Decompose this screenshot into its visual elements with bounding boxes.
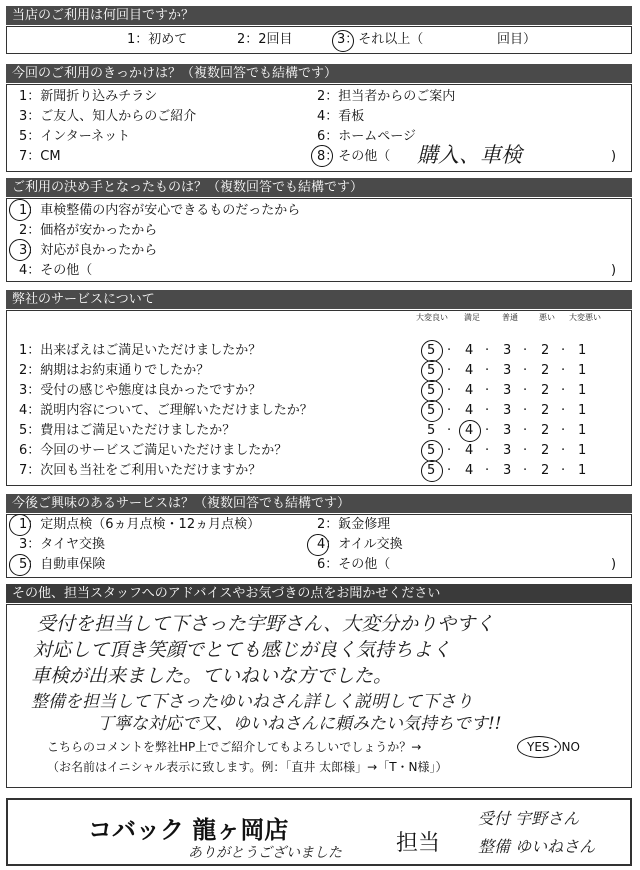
q2-box xyxy=(6,84,632,172)
q4-rating-3-3[interactable]: 3 xyxy=(503,383,512,398)
shop-footer xyxy=(6,798,632,866)
q6-comment-line-2: 対応して頂き笑顔でとても感じが良く気持ちよく xyxy=(33,639,452,661)
q4-rating-5-1[interactable]: 1 xyxy=(578,423,587,438)
q4-question-4: 4：説明内容について、ご理解いただけましたか？ xyxy=(19,403,313,418)
q4-col-1: 大変悪い xyxy=(569,313,601,322)
q4-rating-5-2[interactable]: 2 xyxy=(541,423,550,438)
q3-box xyxy=(6,198,632,282)
q4-rating-7-4[interactable]: 4 xyxy=(465,463,474,478)
q4-separator-dot: · xyxy=(447,343,452,358)
q4-rating-6-1[interactable]: 1 xyxy=(578,443,587,458)
q6-consent-yes-circle xyxy=(517,736,561,758)
q1-answer-circle xyxy=(332,30,354,52)
q4-separator-dot: · xyxy=(523,383,528,398)
q4-rating-7-2[interactable]: 2 xyxy=(541,463,550,478)
q4-separator-dot: · xyxy=(485,403,490,418)
q2-other-handwriting: 購入、車検 xyxy=(417,143,522,167)
q1-option-2[interactable]: 2：2回目 xyxy=(237,32,293,47)
q5-answer-circle-4 xyxy=(307,534,329,556)
q3-answer-circle-3 xyxy=(9,239,31,261)
q5-option-2[interactable]: 2：鈑金修理 xyxy=(317,517,391,532)
q4-question-6: 6：今回のサービスご満足いただけましたか？ xyxy=(19,443,288,458)
q4-rating-5-5[interactable]: 5 xyxy=(427,423,436,438)
q3-header: ご利用の決め手となったものは？（複数回答でも結構です） xyxy=(6,178,632,197)
q4-rating-4-3[interactable]: 3 xyxy=(503,403,512,418)
q4-answer-circle-4 xyxy=(421,400,443,422)
q5-answer-circle-5 xyxy=(9,554,31,576)
staff-reception: 受付 宇野さん xyxy=(478,809,580,828)
q4-separator-dot: · xyxy=(523,403,528,418)
q6-header: その他、担当スタッフへのアドバイスやお気づきの点をお聞かせください xyxy=(6,584,632,603)
q6-consent-question: こちらのコメントを弊社HP上でご紹介してもよろしいでしょうか？→ xyxy=(47,740,422,754)
q4-header: 弊社のサービスについて xyxy=(6,290,632,309)
q4-col-4: 満足 xyxy=(464,313,480,322)
q4-rating-1-5[interactable]: 5 xyxy=(427,343,436,358)
q4-question-5: 5：費用はご満足いただけましたか？ xyxy=(19,423,236,438)
q1-box xyxy=(6,26,632,54)
q4-separator-dot: · xyxy=(447,403,452,418)
q5-option-1[interactable]: 1：定期点検（6ヵ月点検・12ヵ月点検） xyxy=(19,517,261,532)
q4-separator-dot: · xyxy=(523,363,528,378)
q6-consent-options[interactable]: YES・NO xyxy=(527,740,580,754)
q4-rating-6-3[interactable]: 3 xyxy=(503,443,512,458)
q4-rating-6-4[interactable]: 4 xyxy=(465,443,474,458)
q4-separator-dot: · xyxy=(523,463,528,478)
q4-separator-dot: · xyxy=(485,463,490,478)
q2-close-paren: ) xyxy=(611,149,617,164)
q2-option-4[interactable]: 4：看板 xyxy=(317,109,365,124)
q3-option-3[interactable]: 3：対応が良かったから xyxy=(19,243,158,258)
q4-rating-5-4[interactable]: 4 xyxy=(465,423,474,438)
q6-box xyxy=(6,604,632,788)
q5-header: 今後ご興味のあるサービスは？（複数回答でも結構です） xyxy=(6,494,632,513)
q4-col-3: 普通 xyxy=(502,313,518,322)
q4-rating-7-5[interactable]: 5 xyxy=(427,463,436,478)
q4-separator-dot: · xyxy=(485,443,490,458)
q4-rating-2-5[interactable]: 5 xyxy=(427,363,436,378)
q4-rating-2-3[interactable]: 3 xyxy=(503,363,512,378)
q4-separator-dot: · xyxy=(523,423,528,438)
tanto-label: 担当 xyxy=(396,831,441,856)
q4-question-7: 7：次回も当社をご利用いただけますか？ xyxy=(19,463,262,478)
q3-answer-circle-1 xyxy=(9,199,31,221)
q4-rating-1-2[interactable]: 2 xyxy=(541,343,550,358)
q4-separator-dot: · xyxy=(561,443,566,458)
q1-option-1[interactable]: 1：初めて xyxy=(127,32,188,47)
q4-answer-circle-2 xyxy=(421,360,443,382)
q6-comment-line-3: 車検が出来ました。ていねいな方でした。 xyxy=(31,665,393,687)
q4-separator-dot: · xyxy=(447,363,452,378)
q4-separator-dot: · xyxy=(561,463,566,478)
q6-initial-note: （お名前はイニシャル表示に致します。例：「直井 太郎様」→「T・N様」） xyxy=(47,760,448,774)
q4-rating-7-3[interactable]: 3 xyxy=(503,463,512,478)
q4-answer-circle-7 xyxy=(421,460,443,482)
q3-option-1[interactable]: 1：車検整備の内容が安心できるものだったから xyxy=(19,203,301,218)
q4-separator-dot: · xyxy=(485,383,490,398)
q4-rating-4-5[interactable]: 5 xyxy=(427,403,436,418)
q6-comment-line-1: 受付を担当して下さった宇野さん、大変分かりやすく xyxy=(37,613,495,635)
q4-separator-dot: · xyxy=(561,403,566,418)
q2-option-7[interactable]: 7：CM xyxy=(19,149,61,164)
q4-separator-dot: · xyxy=(447,383,452,398)
q2-option-5[interactable]: 5：インターネット xyxy=(19,129,131,144)
q4-rating-2-4[interactable]: 4 xyxy=(465,363,474,378)
q4-separator-dot: · xyxy=(485,423,490,438)
q4-separator-dot: · xyxy=(523,343,528,358)
q4-rating-6-2[interactable]: 2 xyxy=(541,443,550,458)
q2-option-8[interactable]: 8：その他（ xyxy=(317,149,391,164)
q5-option-6[interactable]: 6：その他（ xyxy=(317,557,391,572)
q4-rating-7-1[interactable]: 1 xyxy=(578,463,587,478)
q4-separator-dot: · xyxy=(447,423,452,438)
q6-comment-line-5: 丁寧な対応で又、ゆいねさんに頼みたい気持ちです!! xyxy=(97,714,502,734)
shop-name: コバック 龍ヶ岡店 xyxy=(88,816,289,844)
q4-rating-3-4[interactable]: 4 xyxy=(465,383,474,398)
q4-rating-2-2[interactable]: 2 xyxy=(541,363,550,378)
q4-answer-circle-6 xyxy=(421,440,443,462)
q3-option-2[interactable]: 2：価格が安かったから xyxy=(19,223,158,238)
q4-rating-5-3[interactable]: 3 xyxy=(503,423,512,438)
q4-separator-dot: · xyxy=(485,343,490,358)
q2-answer-circle xyxy=(311,145,333,167)
q4-answer-circle-3 xyxy=(421,380,443,402)
q2-option-1[interactable]: 1：新聞折り込みチラシ xyxy=(19,89,158,104)
q5-box xyxy=(6,514,632,578)
q4-question-3: 3：受付の感じや態度は良かったですか？ xyxy=(19,383,262,398)
q4-separator-dot: · xyxy=(561,383,566,398)
q4-separator-dot: · xyxy=(561,423,566,438)
q3-option-4[interactable]: 4：その他（ xyxy=(19,263,93,278)
q5-option-3[interactable]: 3：タイヤ交換 xyxy=(19,537,106,552)
q4-question-2: 2：納期はお約束通りでしたか？ xyxy=(19,363,210,378)
q1-option-3[interactable]: 3：それ以上（ xyxy=(337,32,424,47)
thanks-handwriting: ありがとうございました xyxy=(188,845,342,861)
q6-comment-line-4: 整備を担当して下さったゆいねさん詳しく説明して下さり xyxy=(31,692,473,712)
q4-rating-3-1[interactable]: 1 xyxy=(578,383,587,398)
q1-option-3-suffix: 回目） xyxy=(497,32,537,47)
q4-rating-2-1[interactable]: 1 xyxy=(578,363,587,378)
q4-rating-3-2[interactable]: 2 xyxy=(541,383,550,398)
q4-col-5: 大変良い xyxy=(416,313,448,322)
q4-rating-6-5[interactable]: 5 xyxy=(427,443,436,458)
q2-option-3[interactable]: 3：ご友人、知人からのご紹介 xyxy=(19,109,197,124)
q5-close-paren: ) xyxy=(611,557,617,572)
q4-rating-4-2[interactable]: 2 xyxy=(541,403,550,418)
q4-box xyxy=(6,310,632,486)
q5-option-4[interactable]: 4：オイル交換 xyxy=(317,537,403,552)
q4-separator-dot: · xyxy=(561,363,566,378)
q4-separator-dot: · xyxy=(485,363,490,378)
q4-rating-4-1[interactable]: 1 xyxy=(578,403,587,418)
q2-header: 今回のご利用のきっかけは？（複数回答でも結構です） xyxy=(6,64,632,83)
q4-separator-dot: · xyxy=(447,463,452,478)
q4-col-2: 悪い xyxy=(539,313,555,322)
q3-close-paren: ) xyxy=(611,263,617,278)
q2-option-6[interactable]: 6：ホームページ xyxy=(317,129,417,144)
q4-rating-4-4[interactable]: 4 xyxy=(465,403,474,418)
q2-option-2[interactable]: 2：担当者からのご案内 xyxy=(317,89,456,104)
q4-rating-1-1[interactable]: 1 xyxy=(578,343,587,358)
q4-separator-dot: · xyxy=(561,343,566,358)
q4-answer-circle-1 xyxy=(421,340,443,362)
staff-maintenance: 整備 ゆいねさん xyxy=(478,837,596,856)
q4-separator-dot: · xyxy=(447,443,452,458)
q4-rating-1-3[interactable]: 3 xyxy=(503,343,512,358)
q4-answer-circle-5 xyxy=(459,420,481,442)
q5-answer-circle-1 xyxy=(9,514,31,536)
q4-rating-3-5[interactable]: 5 xyxy=(427,383,436,398)
q4-question-1: 1：出来ばえはご満足いただけましたか？ xyxy=(19,343,262,358)
q5-option-5[interactable]: 5：自動車保険 xyxy=(19,557,106,572)
q4-separator-dot: · xyxy=(523,443,528,458)
q4-rating-1-4[interactable]: 4 xyxy=(465,343,474,358)
q1-header: 当店のご利用は何回目ですか？ xyxy=(6,6,632,25)
